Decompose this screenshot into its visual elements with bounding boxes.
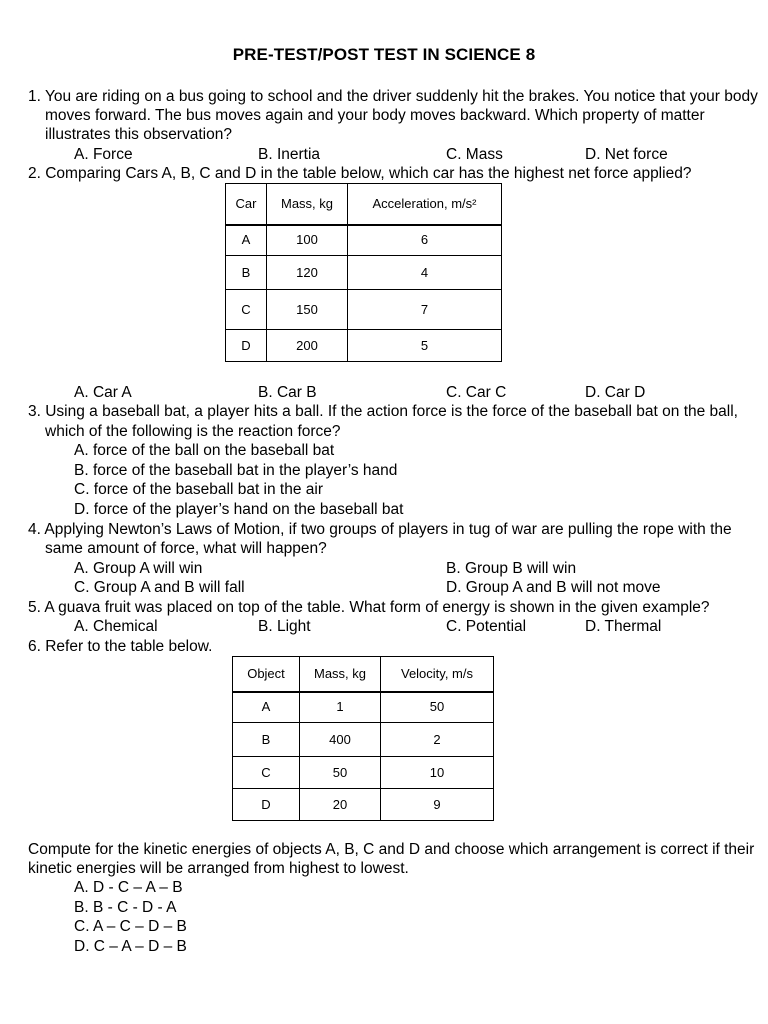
- table-row: [233, 757, 494, 789]
- table-cell: D: [233, 789, 300, 821]
- table-cell: 2: [381, 723, 494, 757]
- table-cell: 1: [300, 692, 381, 723]
- question-2-text: 2. Comparing Cars A, B, C and D in the table below, which car has the highest net force applied?: [28, 165, 692, 182]
- table-cell: 4: [348, 256, 502, 290]
- q2-option-d: D. Car D: [585, 384, 646, 401]
- table-row: [233, 692, 494, 723]
- q1-option-d: D. Net force: [585, 146, 668, 163]
- q4-option-c: C. Group A and B will fall: [74, 579, 245, 596]
- table-cell: 20: [300, 789, 381, 821]
- page-title: PRE-TEST/POST TEST IN SCIENCE 8: [232, 45, 536, 64]
- table-cell: 150: [267, 290, 348, 330]
- table-cell: 7: [348, 290, 502, 330]
- table-header-cell: Car: [226, 184, 267, 225]
- q1-option-c: C. Mass: [446, 146, 503, 163]
- q5-option-a: A. Chemical: [74, 618, 158, 635]
- table-cell: B: [233, 723, 300, 757]
- question-3-text-cont: which of the following is the reaction force?: [45, 423, 341, 440]
- table-cell: C: [233, 757, 300, 789]
- table-cell: 100: [267, 225, 348, 256]
- table-cell: A: [233, 692, 300, 723]
- question-4-text: 4. Applying Newton’s Laws of Motion, if two groups of players in tug of war are pulling the rope with the: [28, 521, 732, 538]
- table-cell: 200: [267, 330, 348, 362]
- q4-option-a: A. Group A will win: [74, 560, 203, 577]
- q5-option-c: C. Potential: [446, 618, 527, 635]
- table-row: [226, 290, 502, 330]
- table-cell: B: [226, 256, 267, 290]
- table-cell: 50: [300, 757, 381, 789]
- table-row: [226, 330, 502, 362]
- q4-option-b: B. Group B will win: [446, 560, 577, 577]
- table-row: [226, 256, 502, 290]
- table-cell: 120: [267, 256, 348, 290]
- q1-option-a: A. Force: [74, 146, 133, 163]
- table-cell: C: [226, 290, 267, 330]
- q6-option-b: B. B - C - D - A: [74, 899, 177, 916]
- q5-option-d: D. Thermal: [585, 618, 662, 635]
- table-header-cell: Acceleration, m/s²: [348, 184, 502, 225]
- q3-option-c: C. force of the baseball bat in the air: [74, 481, 324, 498]
- q5-option-b: B. Light: [258, 618, 311, 635]
- question-4-text-cont: same amount of force, what will happen?: [45, 540, 327, 557]
- table-header-row: [233, 657, 494, 692]
- object-table: [232, 656, 494, 821]
- question-5-text: 5. A guava fruit was placed on top of the table. What form of energy is shown in the given example?: [28, 599, 710, 616]
- question-6-instructions-cont: kinetic energies will be arranged from highest to lowest.: [28, 860, 409, 877]
- table-header-cell: Object: [233, 657, 300, 692]
- question-1-text: 1. You are riding on a bus going to school and the driver suddenly hit the brakes. You notice that your body: [28, 88, 758, 105]
- table-cell: 50: [381, 692, 494, 723]
- q2-option-c: C. Car C: [446, 384, 507, 401]
- question-6-instructions: Compute for the kinetic energies of objects A, B, C and D and choose which arrangement is correct if their: [28, 841, 755, 858]
- table-cell: D: [226, 330, 267, 362]
- table-row: [233, 723, 494, 757]
- q6-option-d: D. C – A – D – B: [74, 938, 187, 955]
- table-cell: 5: [348, 330, 502, 362]
- table-row: [233, 789, 494, 821]
- table-header-cell: Velocity, m/s: [381, 657, 494, 692]
- table-cell: 9: [381, 789, 494, 821]
- table-row: [226, 225, 502, 256]
- table-cell: 10: [381, 757, 494, 789]
- q6-option-a: A. D - C – A – B: [74, 879, 183, 896]
- q3-option-b: B. force of the baseball bat in the player’s hand: [74, 462, 398, 479]
- table-header-cell: Mass, kg: [300, 657, 381, 692]
- q3-option-a: A. force of the ball on the baseball bat: [74, 442, 335, 459]
- table-header-row: [226, 184, 502, 225]
- q1-option-b: B. Inertia: [258, 146, 321, 163]
- question-1-text-cont: moves forward. The bus moves again and your body moves backward. Which property of matter: [45, 107, 705, 124]
- q2-option-b: B. Car B: [258, 384, 317, 401]
- q2-option-a: A. Car A: [74, 384, 132, 401]
- table-cell: 6: [348, 225, 502, 256]
- q4-option-d: D. Group A and B will not move: [446, 579, 661, 596]
- table-header-cell: Mass, kg: [267, 184, 348, 225]
- question-6-text: 6. Refer to the table below.: [28, 638, 213, 655]
- table-cell: 400: [300, 723, 381, 757]
- table-cell: A: [226, 225, 267, 256]
- car-table: [225, 183, 502, 362]
- question-1-text-cont: illustrates this observation?: [45, 126, 232, 143]
- q6-option-c: C. A – C – D – B: [74, 918, 187, 935]
- q3-option-d: D. force of the player’s hand on the baseball bat: [74, 501, 404, 518]
- question-3-text: 3. Using a baseball bat, a player hits a ball. If the action force is the force of the baseball bat on the ball,: [28, 403, 738, 420]
